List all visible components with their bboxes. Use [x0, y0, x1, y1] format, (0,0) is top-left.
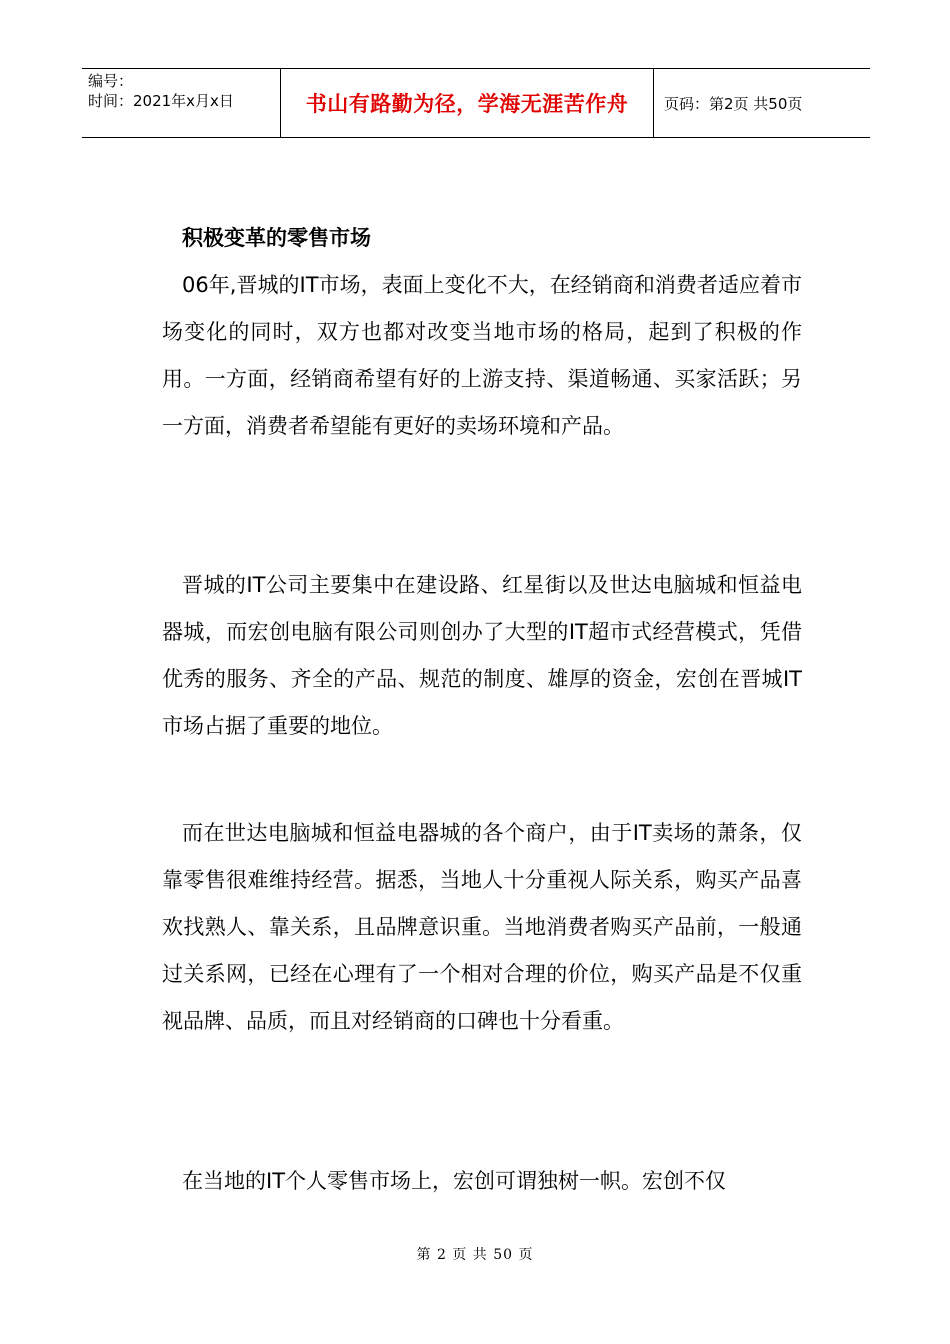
body-paragraph: 06年,晋城的IT市场，表面上变化不大，在经销商和消费者适应着市场变化的同时，双方也都对改变当地市场的格局，起到了积极的作用。一方面，经销商希望有好的上游支持、渠道畅通、买家活跃；另一方面，消费者希望能有更好的卖场环境和产品。 [162, 273, 802, 438]
section-heading: 积极变革的零售市场 [182, 226, 371, 250]
body-paragraph: 而在世达电脑城和恒益电器城的各个商户，由于IT卖场的萧条，仅靠零售很难维持经营。据悉，当地人十分重视人际关系，购买产品喜欢找熟人、靠关系，且品牌意识重。当地消费者购买产品前，一般通过关系网，已经在心理有了一个相对合理的价位，购买产品是不仅重视品牌、品质，而且对经销商的口碑也十分看重。 [162, 821, 802, 1033]
header-motto: 书山有路勤为径，学海无涯苦作舟 [281, 69, 654, 137]
document-number-label: 编号： [88, 72, 134, 90]
header-meta-cell [82, 69, 281, 137]
document-date-label: 时间：2021年x月x日 [88, 92, 234, 110]
body-paragraph: 晋城的IT公司主要集中在建设路、红星街以及世达电脑城和恒益电器城，而宏创电脑有限公司则创办了大型的IT超市式经营模式，凭借优秀的服务、齐全的产品、规范的制度、雄厚的资金，宏创在晋城IT市场占据了重要的地位。 [162, 573, 802, 738]
page-header [82, 68, 870, 138]
header-page-info: 页码：第2页 共50页 [664, 94, 803, 113]
page-footer: 第 2 页 共 50 页 [416, 1247, 534, 1263]
body-paragraph: 在当地的IT个人零售市场上，宏创可谓独树一帜。宏创不仅 [182, 1169, 727, 1193]
